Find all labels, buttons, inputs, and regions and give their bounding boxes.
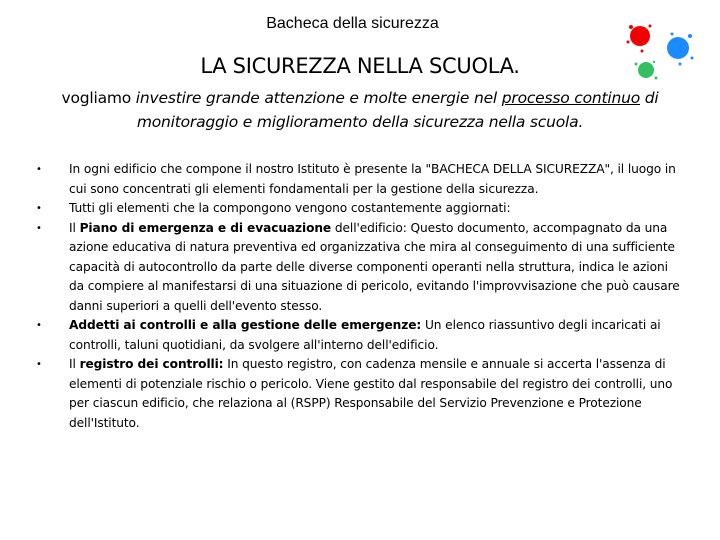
list-item	[36, 355, 681, 433]
bullet-text: In ogni edificio che compone il nostro Istituto è presente la "BACHECA DELLA SICUREZZA", il luogo in cui sono concentrati gli elementi fondamentali per la gestione della sicurezza.	[69, 162, 676, 196]
list-item	[36, 316, 681, 355]
intro-text	[30, 86, 690, 134]
page-title: LA SICUREZZA NELLA SCUOLA.	[200, 54, 520, 78]
paint-splash-icon	[620, 18, 700, 82]
intro-p2: investire grande attenzione e molte energie nel	[135, 89, 502, 107]
bullet-pre: Il	[69, 357, 80, 371]
bullet-text: Tutti gli elementi che la compongono vengono costantemente aggiornati:	[69, 201, 511, 215]
bullet-text: dell'edificio: Questo documento, accompagnato da una azione educativa di natura preventiva ed organizzativa che mira al conseguimento di una sufficiente capacità di autocontrollo da parte delle diverse componenti operanti nella struttura, indica le azioni da compiere al manifestarsi di una situazione di pericolo, evitando l'improvvisazione che può causare danni superiori a quelli dell'evento stesso.	[69, 220, 680, 313]
intro-underlined: processo continuo	[501, 89, 641, 107]
bullet-text: Un elenco riassuntivo degli incaricati ai controlli, taluni quotidiani, da svolgere all'interno dell'edificio.	[69, 318, 661, 352]
bullet-pre: Il	[69, 220, 80, 235]
list-item	[36, 199, 681, 219]
intro-p4: di monitoraggio e miglioramento della sicurezza nella scuola.	[136, 89, 659, 131]
list-item	[36, 160, 681, 199]
bullet-bold: Piano di emergenza e di evacuazione	[79, 220, 332, 235]
bullet-list	[36, 160, 681, 433]
list-item	[36, 219, 681, 317]
bullet-text: In questo registro, con cadenza mensile e annuale si accerta l'assenza di elementi di potenziale rischio o pericolo. Viene gestito dal responsabile del registro dei controlli, uno per ciascun edificio, che relaziona al (RSPP) Responsabile del Servizio Prevenzione e Protezione dell'Istituto.	[69, 357, 673, 430]
bullet-bold: registro dei controlli:	[79, 357, 224, 371]
intro-p1: vogliamo	[61, 89, 136, 107]
bullet-bold: Addetti ai controlli e alla gestione delle emergenze:	[69, 318, 422, 332]
slide-header: Bacheca della sicurezza	[266, 15, 439, 32]
